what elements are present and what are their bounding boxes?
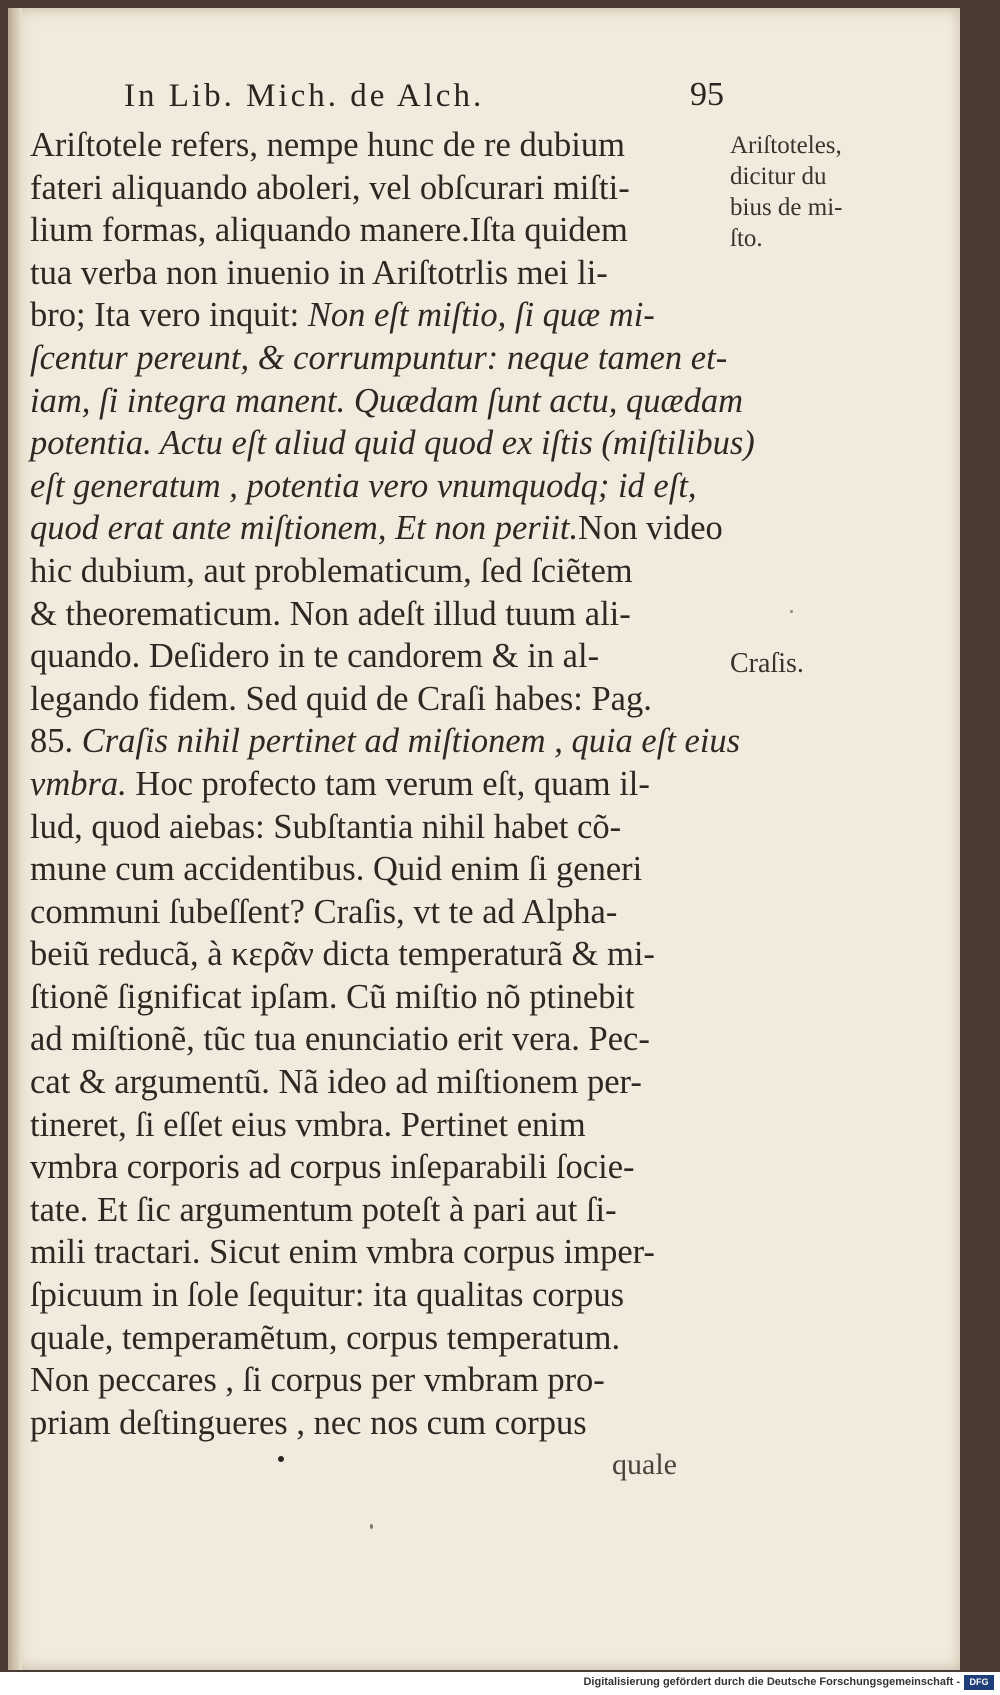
- margin-note-line: Ariſtoteles,: [730, 132, 842, 159]
- text-line: beiũ reducã, à κερᾶν dicta temperaturã & mi-: [30, 935, 655, 974]
- text-line: quale, temperamẽtum, corpus temperatum.: [30, 1318, 621, 1357]
- running-head-title: In Lib. Mich. de Alch.: [124, 78, 485, 114]
- text-roman: bro; Ita vero inquit:: [30, 296, 308, 335]
- text-roman: Non video: [578, 509, 723, 548]
- quotation-italic: quod erat ante miſtionem, Et non periit.: [30, 509, 579, 548]
- text-line: [30, 294, 720, 337]
- text-line: tineret, ſi eſſet eius vmbra. Pertinet enim: [30, 1105, 586, 1144]
- ink-speck: [370, 1524, 373, 1529]
- text-line: hic dubium, aut problematicum, ſed ſciẽtem: [30, 551, 633, 590]
- text-line: vmbra corporis ad corpus inſeparabili ſocie-: [30, 1148, 635, 1187]
- footer-credit: Digitalisierung gefördert durch die Deutsche Forschungsgemeinschaft -: [583, 1676, 960, 1688]
- text-line: [30, 763, 720, 806]
- text-line: priam deſtingueres , nec nos cum corpus: [30, 1403, 587, 1442]
- text-line: lud, quod aiebas: Subſtantia nihil habet cõ-: [30, 807, 622, 846]
- digitization-footer: [0, 1672, 1000, 1695]
- margin-note-aristoteles: [730, 130, 900, 254]
- quotation-italic: ſcentur pereunt, & corrumpuntur: neque tamen et-: [30, 338, 728, 377]
- text-roman: 85.: [30, 722, 82, 761]
- margin-note-line: bius de mi-: [730, 194, 843, 221]
- page-gutter-shadow: [8, 8, 22, 1670]
- text-line: mili tractari. Sicut enim vmbra corpus imper-: [30, 1233, 655, 1272]
- text-line: [30, 507, 723, 550]
- text-line: communi ſubeſſent? Craſis, vt te ad Alpha-: [30, 892, 618, 931]
- quotation-italic: Non eſt miſtio, ſi quæ mi-: [307, 296, 655, 335]
- text-line: tate. Et ſic argumentum poteſt à pari aut ſi-: [30, 1190, 617, 1229]
- text-line: quando. Deſidero in te candorem & in al-: [30, 637, 600, 676]
- text-line: tua verba non inuenio in Ariſtotrlis mei li-: [30, 253, 608, 292]
- text-line: legando fidem. Sed quid de Craſi habes: Pag.: [30, 679, 652, 718]
- catchword: quale: [612, 1448, 677, 1481]
- text-line: Ariſtotele refers, nempe hunc de re dubium: [30, 126, 625, 164]
- ink-speck: [278, 1456, 284, 1462]
- quotation-italic: eſt generatum , potentia vero vnumquodq; id eſt,: [30, 466, 697, 505]
- quotation-italic: vmbra.: [30, 764, 127, 803]
- quotation-italic: iam, ſi integra manent. Quædam ſunt actu, quædam: [30, 381, 743, 420]
- text-line: ad miſtionẽ, tũc tua enunciatio erit vera. Pec-: [30, 1020, 650, 1059]
- text-line-italic: [30, 380, 743, 423]
- text-roman: Hoc profecto tam verum eſt, quam il-: [126, 764, 650, 803]
- margin-note-crasis: [730, 648, 900, 679]
- text-line: Non peccares , ſi corpus per vmbram pro-: [30, 1361, 605, 1400]
- text-line: mune cum accidentibus. Quid enim ſi generi: [30, 850, 643, 889]
- text-line-italic: [30, 465, 720, 508]
- text-line-italic: [30, 422, 755, 465]
- margin-note-line: ſto.: [730, 225, 763, 252]
- margin-note-line: Craſis.: [730, 648, 804, 679]
- margin-note-line: dicitur du: [730, 163, 827, 190]
- dfg-logo: DFG: [964, 1675, 994, 1690]
- text-line: [30, 720, 741, 763]
- text-line-italic: [30, 337, 728, 380]
- text-line: cat & argumentũ. Nã ideo ad miſtionem per-: [30, 1063, 642, 1102]
- ink-speck: [790, 610, 793, 613]
- body-text: [30, 124, 755, 1444]
- quotation-italic: potentia. Actu eſt aliud quid quod ex iſtis (miſtilibus): [30, 424, 755, 463]
- running-head: [124, 78, 724, 115]
- text-line: lium formas, aliquando manere.Iſta quidem: [30, 211, 628, 250]
- text-line: ſpicuum in ſole ſequitur: ita qualitas corpus: [30, 1276, 625, 1315]
- text-line: & theorematicum. Non adeſt illud tuum ali-: [30, 594, 631, 633]
- text-line: ſtionẽ ſignificat ipſam. Cũ miſtio nõ ptinebit: [30, 977, 635, 1016]
- text-line: fateri aliquando aboleri, vel obſcurari miſti-: [30, 168, 630, 207]
- page-number: 95: [690, 76, 724, 113]
- quotation-italic: Craſis nihil pertinet ad miſtionem , quia eſt eius: [81, 722, 741, 761]
